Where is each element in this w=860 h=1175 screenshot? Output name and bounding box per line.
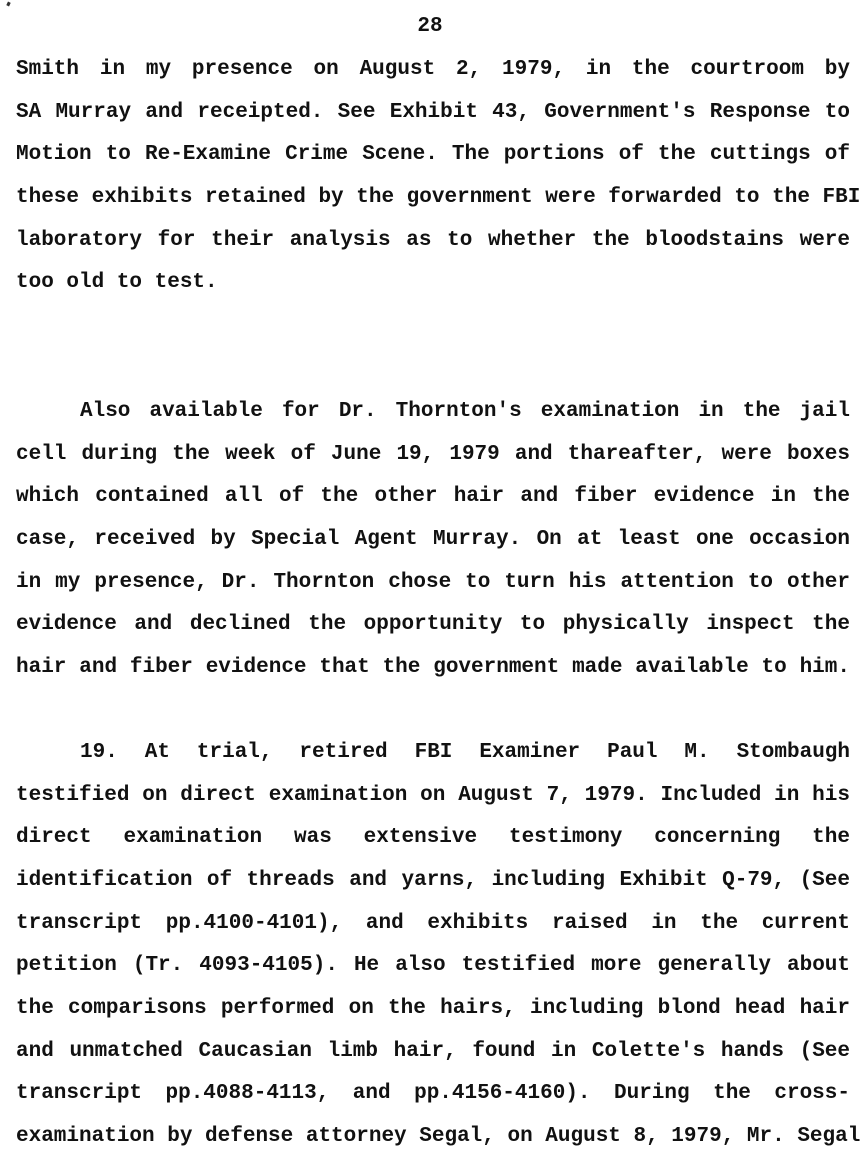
- text-line: petition (Tr. 4093-4105). He also testified more generally about: [16, 954, 850, 977]
- text-line: Also available for Dr. Thornton's examination in the jail: [80, 400, 850, 423]
- text-line: hair and fiber evidence that the government made available to him.: [16, 656, 850, 679]
- text-line: which contained all of the other hair and fiber evidence in the: [16, 485, 850, 508]
- text-line: case, received by Special Agent Murray. On at least one occasion: [16, 528, 850, 551]
- text-line: laboratory for their analysis as to whether the bloodstains were: [16, 229, 850, 252]
- text-line: testified on direct examination on August 7, 1979. Included in his: [16, 784, 850, 807]
- text-line: transcript pp.4100-4101), and exhibits raised in the current: [16, 912, 850, 935]
- text-line: identification of threads and yarns, including Exhibit Q-79, (See: [16, 869, 850, 892]
- text-line: examination by defense attorney Segal, on August 8, 1979, Mr. Segal: [16, 1125, 860, 1148]
- scan-speck: [6, 2, 10, 7]
- text-line: cell during the week of June 19, 1979 and thareafter, were boxes: [16, 443, 850, 466]
- text-line: the comparisons performed on the hairs, including blond head hair: [16, 997, 850, 1020]
- text-line: in my presence, Dr. Thornton chose to turn his attention to other: [16, 571, 850, 594]
- text-line: SA Murray and receipted. See Exhibit 43, Government's Response to: [16, 101, 850, 124]
- text-line: and unmatched Caucasian limb hair, found in Colette's hands (See: [16, 1040, 850, 1063]
- text-line: these exhibits retained by the government were forwarded to the FBI: [16, 186, 860, 209]
- text-line: transcript pp.4088-4113, and pp.4156-4160). During the cross-: [16, 1082, 850, 1105]
- page-number: 28: [417, 15, 443, 38]
- text-line: Smith in my presence on August 2, 1979, in the courtroom by: [16, 58, 850, 81]
- text-line: 19. At trial, retired FBI Examiner Paul M. Stombaugh: [80, 741, 850, 764]
- text-line: too old to test.: [16, 271, 218, 294]
- text-line: evidence and declined the opportunity to physically inspect the: [16, 613, 850, 636]
- text-line: direct examination was extensive testimony concerning the: [16, 826, 850, 849]
- text-line: Motion to Re-Examine Crime Scene. The portions of the cuttings of: [16, 143, 850, 166]
